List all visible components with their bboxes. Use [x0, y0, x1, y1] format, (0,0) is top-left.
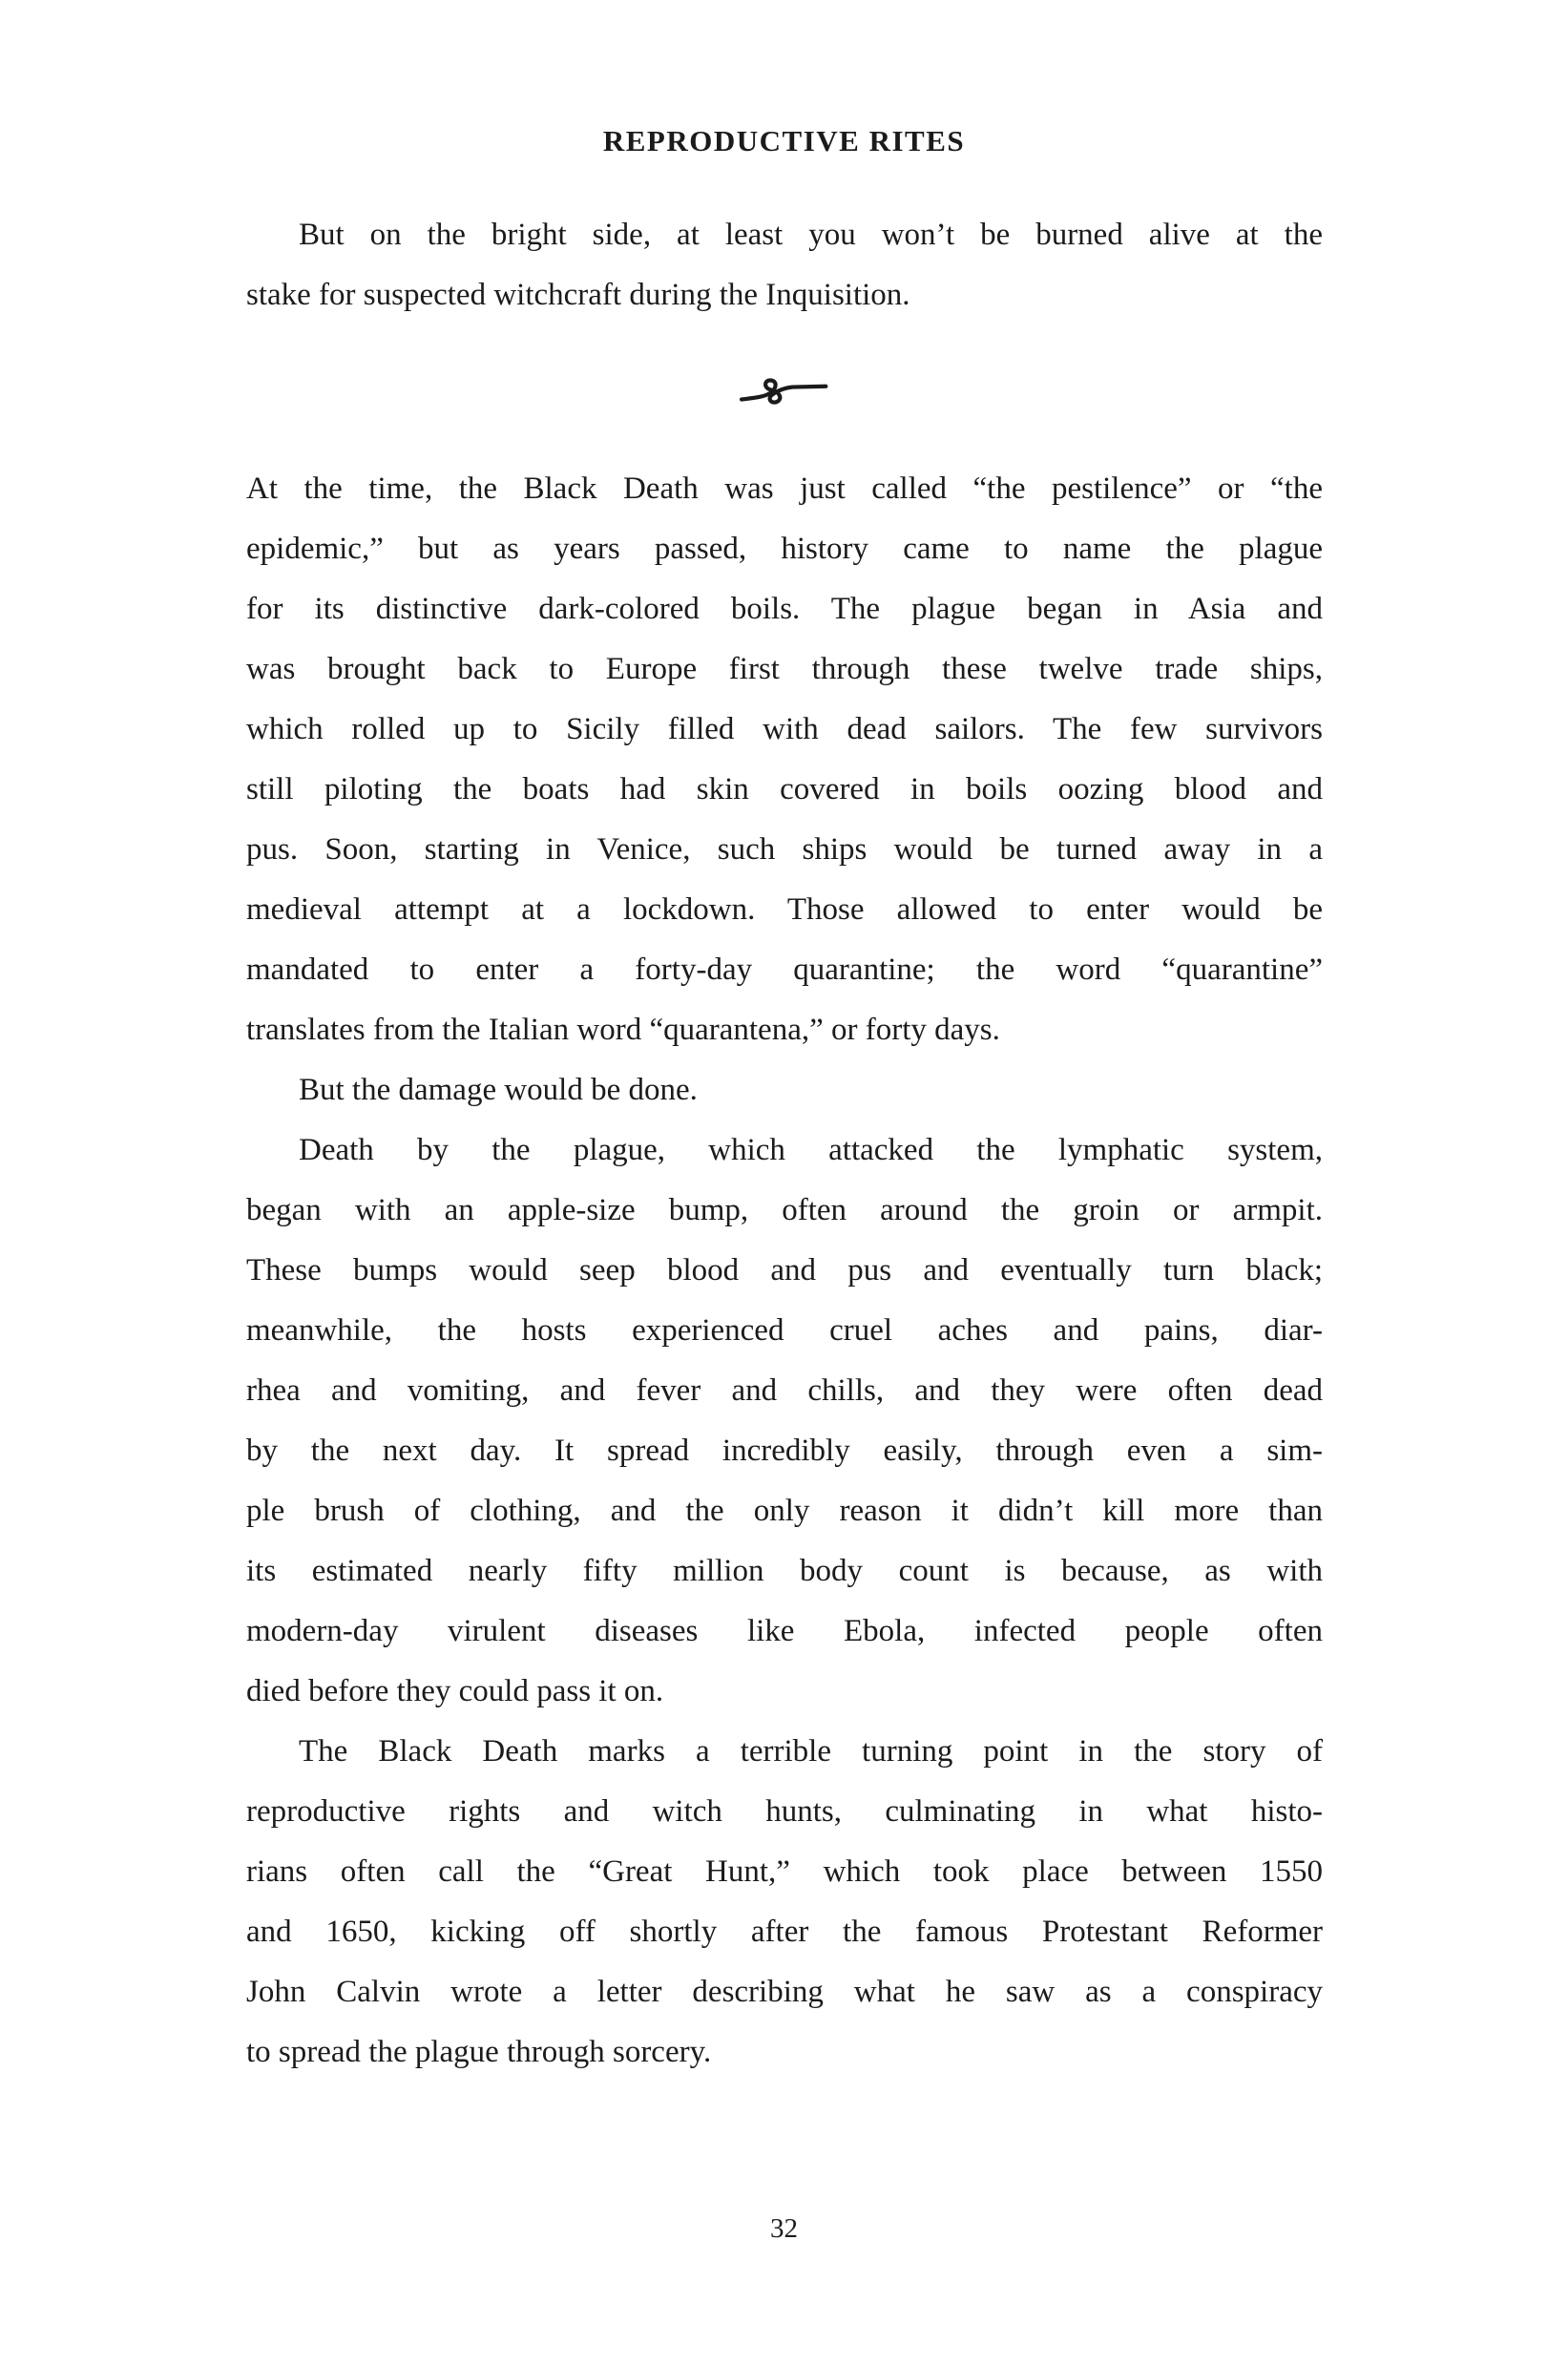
text-line: The Black Death marks a terrible turning point in the story of [299, 1734, 1323, 1769]
paragraph [246, 459, 1323, 1060]
text-line: translates from the Italian word “quarantena,” or forty days. [246, 1013, 1000, 1047]
text-line: Death by the plague, which attacked the lymphatic system, [299, 1133, 1323, 1167]
text-line: medieval attempt at a lockdown. Those allowed to enter would be [246, 892, 1323, 927]
page-number: 32 [770, 2213, 798, 2244]
text-line: modern-day virulent diseases like Ebola, infected people often [246, 1614, 1323, 1648]
text-line: to spread the plague through sorcery. [246, 2035, 712, 2069]
body-text [246, 205, 1323, 2083]
text-line: and 1650, kicking off shortly after the famous Protestant Reformer [246, 1915, 1323, 1949]
section-divider [246, 325, 1323, 459]
text-line: pus. Soon, starting in Venice, such ships would be turned away in a [246, 832, 1323, 867]
text-line: began with an apple-size bump, often around the groin or armpit. [246, 1193, 1323, 1227]
text-line: John Calvin wrote a letter describing what he saw as a conspiracy [246, 1975, 1323, 2009]
text-line: mandated to enter a forty-day quarantine; the word “quarantine” [246, 953, 1323, 987]
text-line: stake for suspected witchcraft during the Inquisition. [246, 278, 910, 312]
text-line: was brought back to Europe first through these twelve trade ships, [246, 652, 1323, 686]
paragraph [246, 205, 1323, 325]
text-line: which rolled up to Sicily filled with dead sailors. The few survivors [246, 712, 1323, 746]
text-line: But on the bright side, at least you won’t be burned alive at the [299, 218, 1323, 252]
text-line: epidemic,” but as years passed, history came to name the plague [246, 532, 1323, 566]
text-line: rians often call the “Great Hunt,” which took place between 1550 [246, 1854, 1323, 1889]
text-line: ple brush of clothing, and the only reason it didn’t kill more than [246, 1494, 1323, 1528]
text-line: by the next day. It spread incredibly easily, through even a sim- [246, 1434, 1323, 1468]
text-line: meanwhile, the hosts experienced cruel aches and pains, diar- [246, 1313, 1323, 1348]
text-line: But the damage would be done. [299, 1073, 698, 1107]
text-line: still piloting the boats had skin covered in boils oozing blood and [246, 772, 1323, 806]
paragraph [246, 1722, 1323, 2083]
text-line: reproductive rights and witch hunts, culminating in what histo- [246, 1794, 1323, 1829]
paragraph [246, 1120, 1323, 1722]
paragraph [246, 1060, 1323, 1120]
text-line: died before they could pass it on. [246, 1674, 664, 1708]
text-line: rhea and vomiting, and fever and chills, and they were often dead [246, 1373, 1323, 1408]
text-line: These bumps would seep blood and pus and eventually turn black; [246, 1253, 1323, 1288]
scroll-flourish-icon [737, 371, 832, 413]
running-header: REPRODUCTIVE RITES [602, 124, 966, 157]
text-line: At the time, the Black Death was just called “the pestilence” or “the [246, 471, 1323, 506]
text-line: its estimated nearly fifty million body count is because, as with [246, 1554, 1323, 1588]
text-line: for its distinctive dark-colored boils. The plague began in Asia and [246, 592, 1323, 626]
